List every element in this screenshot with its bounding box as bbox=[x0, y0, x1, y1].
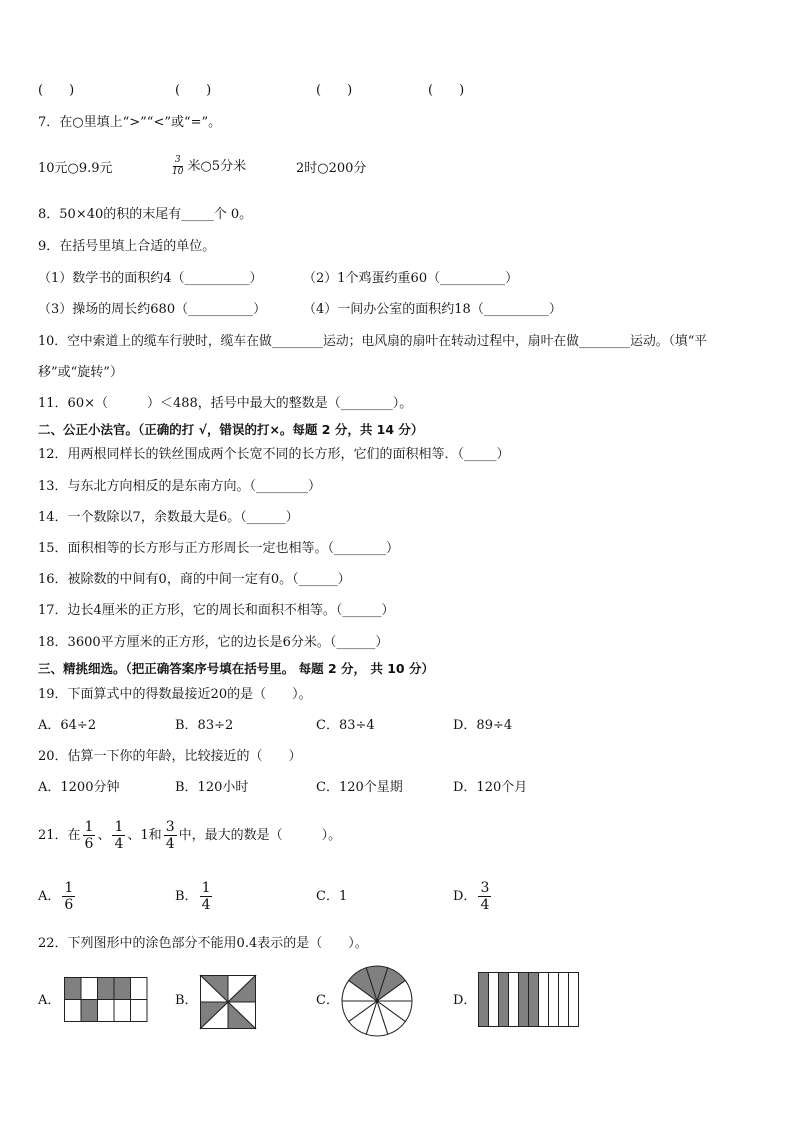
question-20-option-b: B．120小时 bbox=[175, 780, 249, 795]
question-20-option-a: A．1200分钟 bbox=[38, 780, 120, 795]
question-7-item-3: 2时○200分 bbox=[296, 161, 367, 176]
judge-item-18: 18．3600平方厘米的正方形，它的边长是6分米。（______） bbox=[38, 635, 389, 650]
question-10-line-1: 10．空中索道上的缆车行驶时，缆车在做________运动；电风扇的扇叶在转动过程中，扇叶在做________运动。（填“平 bbox=[38, 334, 708, 349]
question-10-line-2: 移”或“旋转”） bbox=[38, 365, 123, 380]
fraction-1-4: $\frac{1}{4}$ bbox=[114, 819, 124, 852]
judge-item-17: 17．边长4厘米的正方形，它的周长和面积不相等。（______） bbox=[38, 603, 395, 618]
question-22-label-a: A． bbox=[38, 993, 61, 1008]
blank-paren-1: ( ) bbox=[38, 83, 75, 98]
fraction-1-6: $\frac{1}{6}$ bbox=[84, 819, 94, 852]
question-21-option-b: B． $\frac{1}{4}$ bbox=[175, 880, 211, 913]
blank-paren-2: ( ) bbox=[175, 83, 212, 98]
section-3-heading: 三、精挑细选。（把正确答案序号填在括号里。 每题 2 分， 共 10 分） bbox=[38, 661, 434, 676]
figure-c-circle bbox=[340, 964, 414, 1038]
blank-paren-3: ( ) bbox=[316, 83, 353, 98]
fraction-3-10: $\frac{3}{10}$ bbox=[172, 155, 184, 177]
question-7-stem: 7．在○里填上“>”“<”或“=”。 bbox=[38, 115, 222, 130]
question-9-item-2: （2）1个鸡蛋约重60（__________） bbox=[303, 271, 519, 286]
question-21-option-c: C．1 bbox=[316, 889, 348, 904]
question-19-option-c: C．83÷4 bbox=[316, 718, 375, 733]
question-9-item-1: （1）数学书的面积约4（__________） bbox=[38, 271, 263, 286]
fraction-3-4: $\frac{3}{4}$ bbox=[165, 819, 175, 852]
question-22-label-d: D． bbox=[453, 993, 477, 1008]
section-2-heading: 二、公正小法官。（正确的打 √，错误的打×。每题 2 分，共 14 分） bbox=[38, 422, 424, 437]
question-7-item-1: 10元○9.9元 bbox=[38, 161, 113, 176]
question-22-label-b: B． bbox=[175, 993, 198, 1008]
judge-item-12: 12．用两根同样长的铁丝围成两个长宽不同的长方形，它们的面积相等．（_____） bbox=[38, 447, 510, 462]
figure-a-grid bbox=[64, 977, 148, 1023]
blank-paren-4: ( ) bbox=[428, 83, 465, 98]
judge-item-14: 14．一个数除以7，余数最大是6。（______） bbox=[38, 510, 299, 525]
judge-item-15: 15．面积相等的长方形与正方形周长一定也相等。（________） bbox=[38, 541, 400, 556]
question-21-option-d: D． $\frac{3}{4}$ bbox=[453, 880, 490, 913]
question-11: 11．60×（ ）＜488，括号中最大的整数是（________）。 bbox=[38, 396, 413, 411]
question-9-item-4: （4）一间办公室的面积约18（__________） bbox=[303, 302, 562, 317]
judge-item-13: 13．与东北方向相反的是东南方向。（________） bbox=[38, 479, 322, 494]
question-20-option-d: D．120个月 bbox=[453, 780, 528, 795]
question-20-option-c: C．120个星期 bbox=[316, 780, 403, 795]
question-8: 8．50×40的积的末尾有_____个 0。 bbox=[38, 207, 253, 222]
question-22-label-c: C． bbox=[316, 993, 339, 1008]
question-9-stem: 9．在括号里填上合适的单位。 bbox=[38, 239, 216, 254]
question-21-option-a: A． $\frac{1}{6}$ bbox=[38, 880, 74, 913]
question-7-item-2: $\frac{3}{10}$ 米○5分米 bbox=[172, 155, 247, 177]
question-21-stem: 21．在 $\frac{1}{6}$ 、 $\frac{1}{4}$ 、1和 $\frac{3}{4}$ 中，最大的数是（ ）。 bbox=[38, 819, 342, 852]
question-19-stem: 19．下面算式中的得数最接近20的是（ ）。 bbox=[38, 687, 312, 702]
figure-d-strips bbox=[478, 972, 580, 1028]
question-9-item-3: （3）操场的周长约680（__________） bbox=[38, 302, 267, 317]
question-22-stem: 22．下列图形中的涂色部分不能用0.4表示的是（ ）。 bbox=[38, 936, 368, 951]
figure-b-square bbox=[200, 975, 256, 1029]
judge-item-16: 16．被除数的中间有0，商的中间一定有0。（______） bbox=[38, 572, 351, 587]
question-19-option-b: B．83÷2 bbox=[175, 718, 234, 733]
question-20-stem: 20．估算一下你的年龄，比较接近的（ ） bbox=[38, 749, 302, 764]
question-19-option-d: D．89÷4 bbox=[453, 718, 513, 733]
question-19-option-a: A．64÷2 bbox=[38, 718, 97, 733]
